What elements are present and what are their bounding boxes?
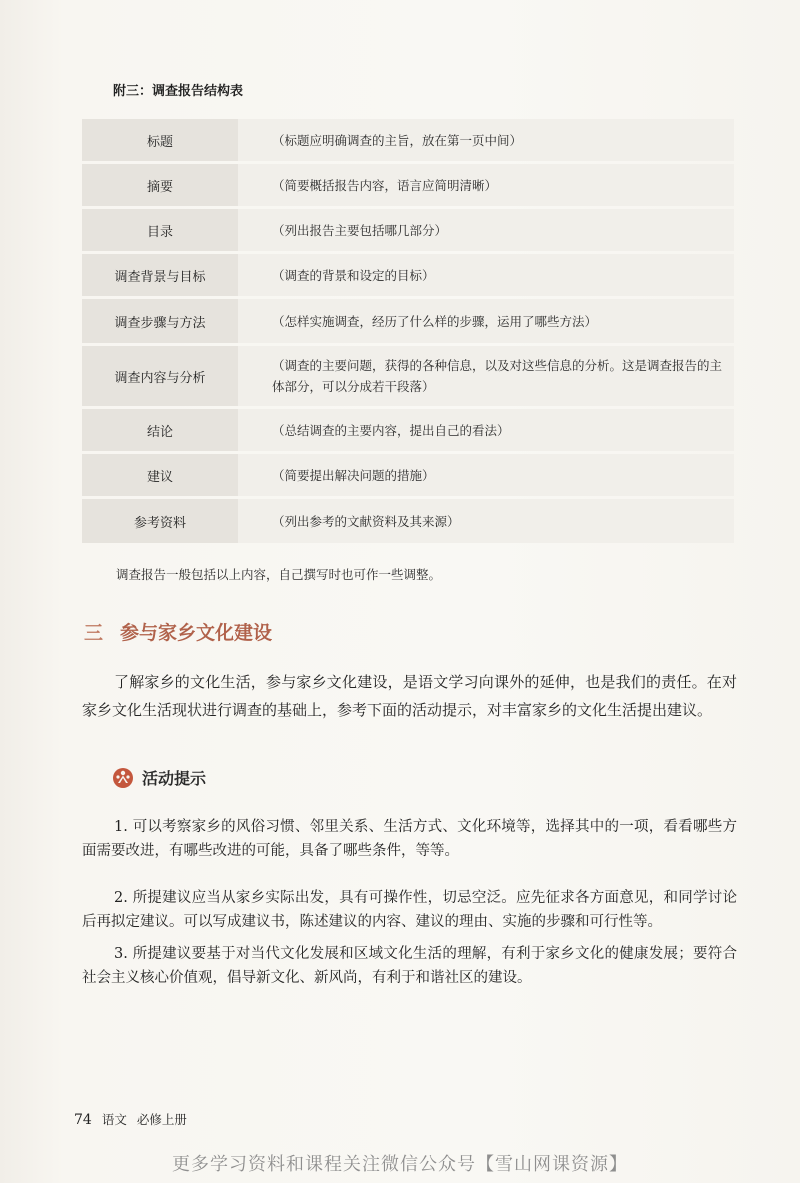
row-desc: （标题应明确调查的主旨，放在第一页中间） — [238, 119, 734, 161]
row-label: 结论 — [82, 409, 238, 451]
section-title: 参与家乡文化建设 — [120, 622, 273, 644]
table-row — [82, 454, 734, 496]
section-heading — [84, 618, 272, 645]
footer-book: 必修上册 — [136, 1112, 187, 1127]
table-row — [82, 499, 734, 543]
table-row — [82, 409, 734, 451]
table-row — [82, 299, 734, 343]
row-desc: （调查的背景和设定的目标） — [238, 254, 734, 296]
footer-subject: 语文 — [101, 1112, 127, 1127]
section-number: 三 — [84, 622, 104, 644]
table-row — [82, 164, 734, 206]
row-label: 调查内容与分析 — [82, 346, 238, 406]
row-desc: （简要提出解决问题的措施） — [238, 454, 734, 496]
row-label: 标题 — [82, 119, 238, 161]
table-row — [82, 346, 734, 406]
appendix-title: 附三：调查报告结构表 — [113, 84, 244, 99]
people-icon — [112, 767, 134, 789]
row-label: 调查背景与目标 — [82, 254, 238, 296]
row-desc: （怎样实施调查，经历了什么样的步骤，运用了哪些方法） — [238, 299, 734, 343]
page-footer — [74, 1110, 187, 1128]
activity-tip: 1. 可以考察家乡的风俗习惯、邻里关系、生活方式、文化环境等，选择其中的一项，看看哪些方面需要改进，有哪些改进的可能，具备了哪些条件，等等。 — [82, 819, 737, 859]
row-desc: （简要概括报告内容，语言应简明清晰） — [238, 164, 734, 206]
row-desc: （列出参考的文献资料及其来源） — [238, 499, 734, 543]
activity-tip: 2. 所提建议应当从家乡实际出发，具有可操作性，切忌空泛。应先征求各方面意见，和同学讨论后再拟定建议。可以写成建议书，陈述建议的内容、建议的理由、实施的步骤和可行性等。 — [82, 890, 737, 930]
row-desc: （调查的主要问题，获得的各种信息，以及对这些信息的分析。这是调查报告的主体部分，可以分成若干段落） — [238, 346, 734, 406]
report-structure-table — [82, 116, 734, 546]
row-label: 参考资料 — [82, 499, 238, 543]
row-label: 摘要 — [82, 164, 238, 206]
activity-heading — [112, 766, 206, 789]
row-label: 建议 — [82, 454, 238, 496]
activity-heading-label: 活动提示 — [142, 769, 207, 788]
watermark-text: 更多学习资料和课程关注微信公众号【雪山网课资源】 — [172, 1154, 628, 1175]
row-desc: （总结调查的主要内容，提出自己的看法） — [238, 409, 734, 451]
row-label: 调查步骤与方法 — [82, 299, 238, 343]
table-row — [82, 119, 734, 161]
row-label: 目录 — [82, 209, 238, 251]
section-intro: 了解家乡的文化生活，参与家乡文化建设，是语文学习向课外的延伸，也是我们的责任。在对家乡文化生活现状进行调查的基础上，参考下面的活动提示，对丰富家乡的文化生活提出建议。 — [82, 673, 737, 719]
row-desc: （列出报告主要包括哪几部分） — [238, 209, 734, 251]
table-note: 调查报告一般包括以上内容，自己撰写时也可作一些调整。 — [116, 567, 442, 582]
activity-tip: 3. 所提建议要基于对当代文化发展和区域文化生活的理解，有利于家乡文化的健康发展；要符合社会主义核心价值观，倡导新文化、新风尚，有利于和谐社区的建设。 — [82, 946, 737, 986]
table-row — [82, 254, 734, 296]
page-number: 74 — [74, 1112, 92, 1128]
table-row — [82, 209, 734, 251]
